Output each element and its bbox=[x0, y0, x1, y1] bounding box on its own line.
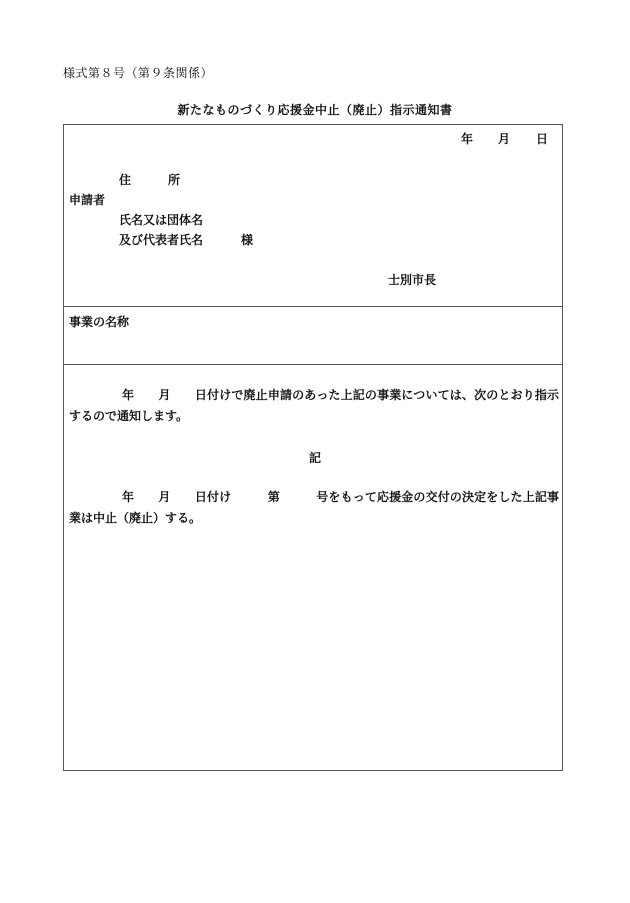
form-frame bbox=[63, 124, 563, 771]
body-section bbox=[64, 365, 562, 770]
date-month: 月 bbox=[498, 132, 511, 146]
document-title: 新たなものづくり応援金中止（廃止）指示通知書 bbox=[177, 103, 453, 117]
representative-label: 及び代表者氏名 bbox=[119, 233, 204, 247]
instruction-paragraph: 年 月 日付けで廃止申請のあった上記の事業については、次のとおり指示するので通知します。 bbox=[69, 388, 559, 423]
decision-paragraph: 年 月 日付け 第 号をもって応援金の交付の決定をした上記事業は中止（廃止）する。 bbox=[69, 490, 559, 525]
honorific: 様 bbox=[241, 233, 254, 247]
address-label-1: 住 bbox=[119, 173, 132, 187]
applicant-label: 申請者 bbox=[69, 193, 106, 207]
address-label-2: 所 bbox=[168, 173, 181, 187]
date-day: 日 bbox=[536, 132, 549, 146]
header-section bbox=[64, 125, 562, 307]
name-label: 氏名又は団体名 bbox=[119, 213, 204, 227]
project-name-section bbox=[64, 307, 562, 365]
project-name-label: 事業の名称 bbox=[69, 315, 130, 329]
ki-heading: 記 bbox=[309, 451, 322, 465]
date-year: 年 bbox=[461, 132, 474, 146]
issuer: 士別市長 bbox=[388, 273, 437, 287]
form-number: 様式第８号（第９条関係） bbox=[63, 66, 214, 80]
